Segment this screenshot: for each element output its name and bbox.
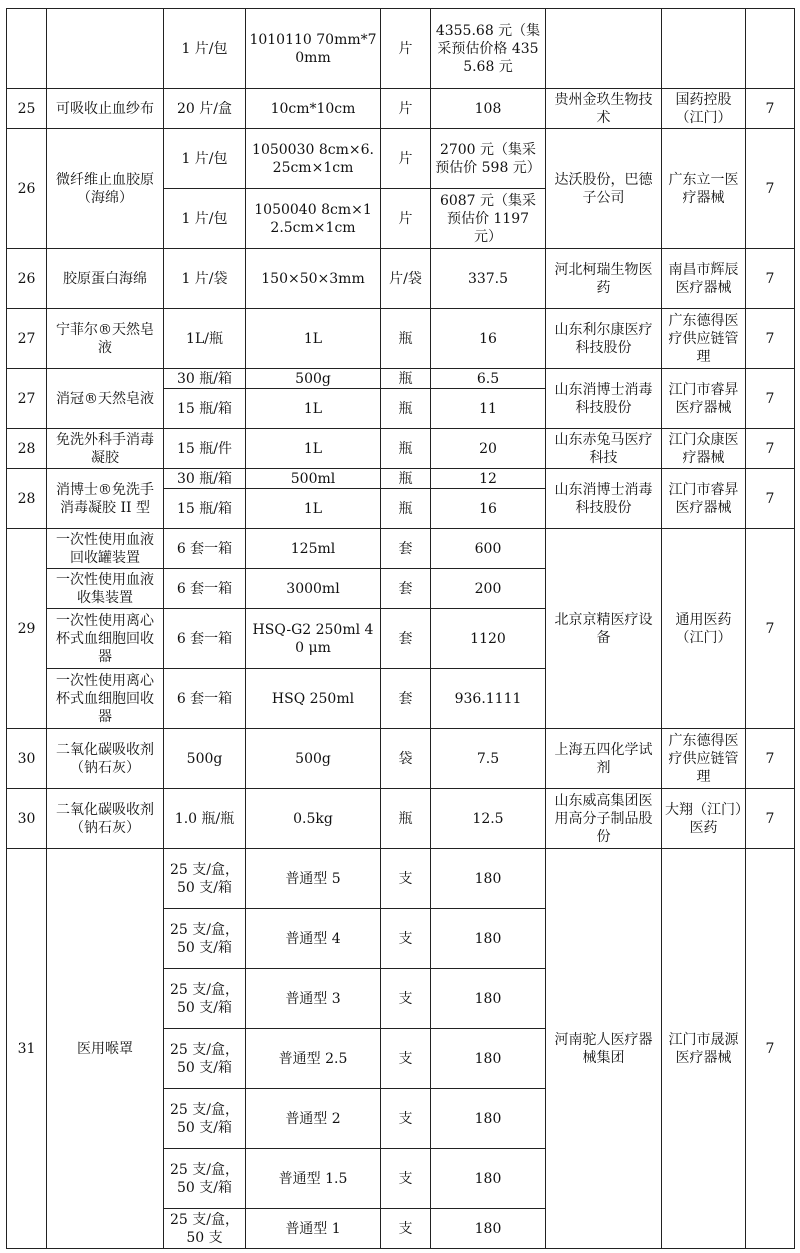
cell-count: 7 (746, 89, 795, 129)
cell-unit: 瓶 (381, 369, 431, 389)
cell-spec: 15 瓶/件 (164, 429, 246, 469)
cell-spec: 25 支/盒，50 支/箱 (164, 1089, 246, 1149)
cell-model: 500ml (246, 469, 381, 489)
cell-name: 免洗外科手消毒凝胶 (47, 429, 164, 469)
cell-supplier: 国药控股（江门） (662, 89, 746, 129)
cell-price: 7.5 (431, 729, 546, 789)
cell-model: 普通型 2 (246, 1089, 381, 1149)
cell-unit: 袋 (381, 729, 431, 789)
cell-price: 1120 (431, 609, 546, 669)
cell-spec: 20 片/盒 (164, 89, 246, 129)
cell-model: 普通型 3 (246, 969, 381, 1029)
cell-spec: 25 支/盒，50 支 (164, 1209, 246, 1249)
product-table (6, 8, 795, 1249)
cell-count: 7 (746, 529, 795, 729)
cell-model: 150×50×3mm (246, 249, 381, 309)
cell-unit: 片 (381, 129, 431, 189)
cell-model: 1050030 8cm×6.25cm×1cm (246, 129, 381, 189)
cell-name: 消冠®天然皂液 (47, 369, 164, 429)
cell-name: 二氧化碳吸收剂（钠石灰） (47, 789, 164, 849)
cell-model: 500g (246, 369, 381, 389)
cell-supplier: 大翔（江门）医药 (662, 789, 746, 849)
cell-price: 936.1111 (431, 669, 546, 729)
cell-model: 0.5kg (246, 789, 381, 849)
cell-model: 1L (246, 389, 381, 429)
cell-spec: 500g (164, 729, 246, 789)
cell-price: 4355.68 元（集采预估价格 4355.68 元 (431, 9, 546, 89)
table-row (7, 849, 795, 909)
cell-model: 3000ml (246, 569, 381, 609)
cell-supplier: 南昌市辉辰医疗器械 (662, 249, 746, 309)
cell-price: 180 (431, 1029, 546, 1089)
cell-spec: 1L/瓶 (164, 309, 246, 369)
cell-no: 25 (7, 89, 47, 129)
cell-price: 6087 元（集采预估价 1197 元） (431, 189, 546, 249)
cell-no (7, 9, 47, 89)
cell-spec: 1 片/包 (164, 9, 246, 89)
cell-spec: 15 瓶/箱 (164, 489, 246, 529)
cell-model: 普通型 2.5 (246, 1029, 381, 1089)
cell-spec: 25 支/盒，50 支/箱 (164, 909, 246, 969)
cell-spec: 30 瓶/箱 (164, 469, 246, 489)
cell-count: 7 (746, 369, 795, 429)
cell-spec: 25 支/盒，50 支/箱 (164, 849, 246, 909)
cell-maker (546, 9, 662, 89)
cell-count: 7 (746, 469, 795, 529)
cell-price: 12.5 (431, 789, 546, 849)
cell-unit: 支 (381, 1149, 431, 1209)
cell-no: 28 (7, 469, 47, 529)
cell-count: 7 (746, 789, 795, 849)
cell-model: 1L (246, 309, 381, 369)
table-row (7, 729, 795, 789)
cell-no: 31 (7, 849, 47, 1249)
cell-supplier: 通用医药（江门） (662, 529, 746, 729)
cell-count: 7 (746, 849, 795, 1249)
cell-price: 180 (431, 1149, 546, 1209)
cell-spec: 1 片/包 (164, 129, 246, 189)
cell-price: 16 (431, 309, 546, 369)
cell-price: 2700 元（集采预估价 598 元） (431, 129, 546, 189)
cell-price: 11 (431, 389, 546, 429)
cell-model: 1L (246, 429, 381, 469)
cell-name: 一次性使用离心杯式血细胞回收器 (47, 669, 164, 729)
table-row (7, 129, 795, 189)
cell-maker: 河北柯瑞生物医药 (546, 249, 662, 309)
cell-name (47, 9, 164, 89)
cell-model: 普通型 1.5 (246, 1149, 381, 1209)
cell-spec: 1 片/袋 (164, 249, 246, 309)
cell-spec: 6 套一箱 (164, 609, 246, 669)
cell-unit: 片 (381, 9, 431, 89)
cell-model: HSQ-G2 250ml 40 μm (246, 609, 381, 669)
cell-unit: 套 (381, 529, 431, 569)
cell-price: 180 (431, 849, 546, 909)
cell-price: 20 (431, 429, 546, 469)
table-row (7, 429, 795, 469)
cell-unit: 瓶 (381, 429, 431, 469)
cell-no: 26 (7, 249, 47, 309)
cell-spec: 15 瓶/箱 (164, 389, 246, 429)
cell-name: 一次性使用血液回收罐装置 (47, 529, 164, 569)
cell-name: 胶原蛋白海绵 (47, 249, 164, 309)
cell-no: 27 (7, 309, 47, 369)
cell-name: 医用喉罩 (47, 849, 164, 1249)
table-row (7, 309, 795, 369)
cell-price: 180 (431, 1209, 546, 1249)
cell-count: 7 (746, 429, 795, 469)
cell-no: 27 (7, 369, 47, 429)
cell-maker: 山东消博士消毒科技股份 (546, 369, 662, 429)
table-row (7, 9, 795, 89)
table-row (7, 529, 795, 569)
cell-spec: 25 支/盒，50 支/箱 (164, 1029, 246, 1089)
cell-unit: 套 (381, 669, 431, 729)
cell-maker: 山东威高集团医用高分子制品股份 (546, 789, 662, 849)
cell-model: 普通型 4 (246, 909, 381, 969)
cell-price: 180 (431, 909, 546, 969)
cell-model: 普通型 1 (246, 1209, 381, 1249)
cell-name: 一次性使用离心杯式血细胞回收器 (47, 609, 164, 669)
cell-name: 二氧化碳吸收剂（钠石灰） (47, 729, 164, 789)
cell-spec: 25 支/盒，50 支/箱 (164, 1149, 246, 1209)
cell-price: 600 (431, 529, 546, 569)
cell-spec: 25 支/盒，50 支/箱 (164, 969, 246, 1029)
cell-spec: 30 瓶/箱 (164, 369, 246, 389)
cell-maker: 上海五四化学试剂 (546, 729, 662, 789)
cell-unit: 片 (381, 89, 431, 129)
cell-count: 7 (746, 309, 795, 369)
cell-supplier: 江门市晟源医疗器械 (662, 849, 746, 1249)
cell-supplier: 广东立一医疗器械 (662, 129, 746, 249)
cell-model: 125ml (246, 529, 381, 569)
cell-unit: 瓶 (381, 389, 431, 429)
cell-price: 108 (431, 89, 546, 129)
cell-name: 微纤维止血胶原（海绵） (47, 129, 164, 249)
cell-maker: 达沃股份，巴德子公司 (546, 129, 662, 249)
cell-unit: 瓶 (381, 309, 431, 369)
cell-unit: 支 (381, 1089, 431, 1149)
cell-maker: 贵州金玖生物技术 (546, 89, 662, 129)
cell-name: 一次性使用血液收集装置 (47, 569, 164, 609)
cell-spec: 1 片/包 (164, 189, 246, 249)
cell-model: 1010110 70mm*70mm (246, 9, 381, 89)
cell-unit: 片 (381, 189, 431, 249)
cell-maker: 北京京精医疗设备 (546, 529, 662, 729)
cell-unit: 瓶 (381, 789, 431, 849)
table-row (7, 369, 795, 389)
cell-no: 30 (7, 789, 47, 849)
cell-model: 1050040 8cm×12.5cm×1cm (246, 189, 381, 249)
cell-model: 普通型 5 (246, 849, 381, 909)
cell-maker: 河南驼人医疗器械集团 (546, 849, 662, 1249)
table-row (7, 249, 795, 309)
cell-spec: 1.0 瓶/瓶 (164, 789, 246, 849)
cell-unit: 瓶 (381, 469, 431, 489)
table-row (7, 89, 795, 129)
table-row (7, 789, 795, 849)
cell-no: 26 (7, 129, 47, 249)
cell-supplier: 广东德得医疗供应链管理 (662, 729, 746, 789)
cell-no: 28 (7, 429, 47, 469)
cell-model: 10cm*10cm (246, 89, 381, 129)
cell-unit: 套 (381, 609, 431, 669)
table-row (7, 469, 795, 489)
cell-model: 500g (246, 729, 381, 789)
cell-unit: 瓶 (381, 489, 431, 529)
cell-name: 消博士®免洗手消毒凝胶 II 型 (47, 469, 164, 529)
cell-no: 30 (7, 729, 47, 789)
cell-model: HSQ 250ml (246, 669, 381, 729)
cell-spec: 6 套一箱 (164, 569, 246, 609)
cell-supplier: 江门市睿昇医疗器械 (662, 369, 746, 429)
cell-price: 16 (431, 489, 546, 529)
cell-spec: 6 套一箱 (164, 529, 246, 569)
cell-price: 6.5 (431, 369, 546, 389)
cell-supplier: 江门众康医疗器械 (662, 429, 746, 469)
cell-unit: 片/袋 (381, 249, 431, 309)
cell-unit: 支 (381, 969, 431, 1029)
cell-count: 7 (746, 129, 795, 249)
cell-supplier (662, 9, 746, 89)
cell-price: 180 (431, 1089, 546, 1149)
cell-count: 7 (746, 249, 795, 309)
cell-name: 可吸收止血纱布 (47, 89, 164, 129)
cell-maker: 山东利尔康医疗科技股份 (546, 309, 662, 369)
cell-unit: 套 (381, 569, 431, 609)
cell-maker: 山东消博士消毒科技股份 (546, 469, 662, 529)
cell-spec: 6 套一箱 (164, 669, 246, 729)
cell-count: 7 (746, 729, 795, 789)
cell-count (746, 9, 795, 89)
cell-price: 12 (431, 469, 546, 489)
cell-model: 1L (246, 489, 381, 529)
cell-name: 宁菲尔®天然皂液 (47, 309, 164, 369)
cell-supplier: 江门市睿昇医疗器械 (662, 469, 746, 529)
cell-unit: 支 (381, 1209, 431, 1249)
cell-supplier: 广东德得医疗供应链管理 (662, 309, 746, 369)
cell-unit: 支 (381, 1029, 431, 1089)
cell-price: 200 (431, 569, 546, 609)
cell-unit: 支 (381, 909, 431, 969)
cell-maker: 山东赤兔马医疗科技 (546, 429, 662, 469)
cell-price: 337.5 (431, 249, 546, 309)
cell-unit: 支 (381, 849, 431, 909)
cell-no: 29 (7, 529, 47, 729)
cell-price: 180 (431, 969, 546, 1029)
